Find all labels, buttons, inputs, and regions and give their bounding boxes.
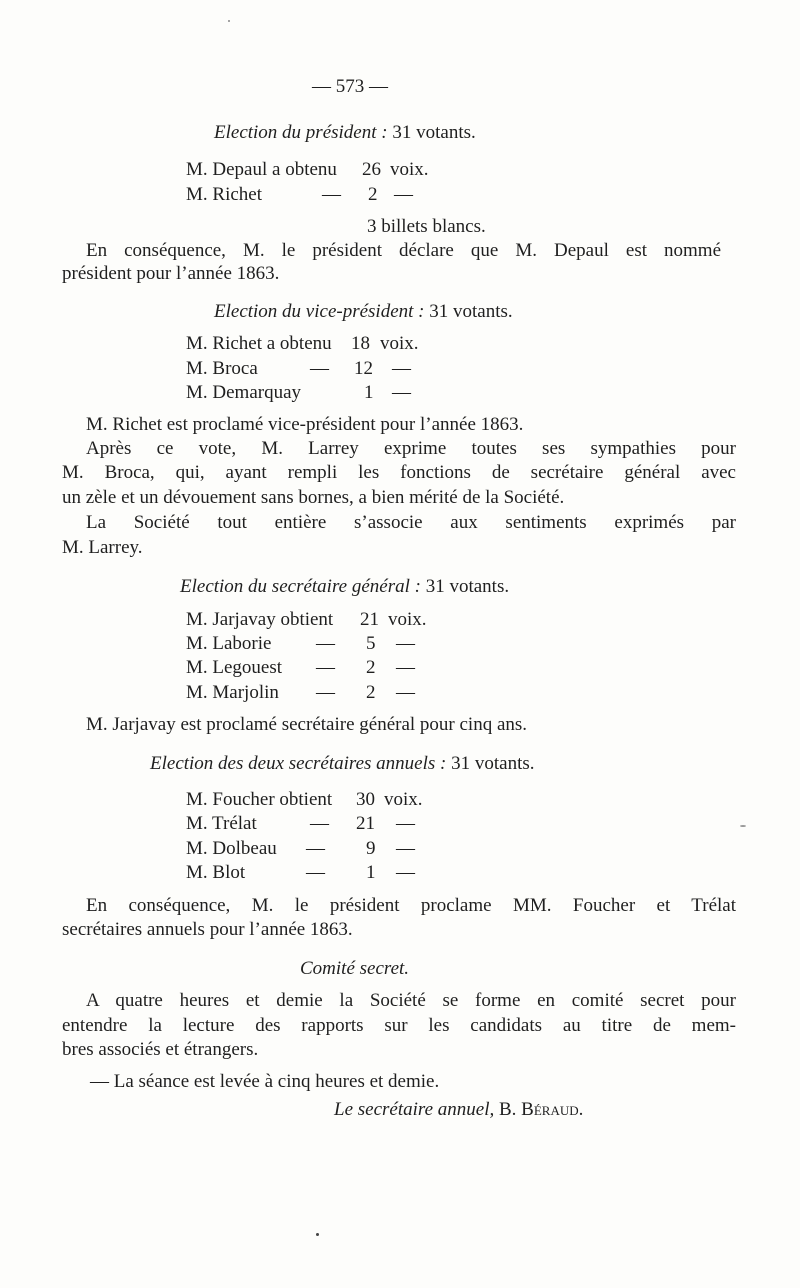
heading-label: Election des deux secrétaires annuels : xyxy=(150,753,447,774)
heading-votes: 31 votants. xyxy=(392,122,476,143)
ink-speck xyxy=(316,1233,319,1236)
ink-speck xyxy=(740,825,746,827)
vote-row: M. Blot xyxy=(186,862,246,883)
vote-count: 5 xyxy=(366,633,376,654)
text-line: En conséquence, M. le président proclame MM. Foucher et Trélat xyxy=(86,895,736,916)
text-line: M. Richet est proclamé vice-président pour l’année 1863. xyxy=(86,414,524,435)
ink-speck xyxy=(228,20,230,22)
page-number: — 573 — xyxy=(312,76,388,97)
vote-unit: voix. xyxy=(384,789,423,810)
heading-vice xyxy=(214,301,513,323)
vote-dash: — xyxy=(316,633,335,654)
text-line: La Société tout entière s’associe aux sentiments exprimés par xyxy=(86,512,736,533)
heading-president xyxy=(214,122,476,144)
vote-dash: — xyxy=(316,682,335,703)
vote-row: M. Jarjavay obtient xyxy=(186,609,334,630)
vote-dash: — xyxy=(310,358,329,379)
vote-count: 2 xyxy=(366,682,376,703)
vote-count: 2 xyxy=(368,184,378,205)
heading-secretary xyxy=(180,576,509,598)
vote-count: 2 xyxy=(366,657,376,678)
vote-count: 26 xyxy=(362,159,381,180)
vote-count: 30 xyxy=(356,789,375,810)
vote-row: M. Demarquay xyxy=(186,382,302,403)
text-line: secrétaires annuels pour l’année 1863. xyxy=(62,919,353,940)
vote-count: 21 xyxy=(360,609,379,630)
vote-tail: — xyxy=(396,838,415,859)
vote-row: M. Foucher obtient xyxy=(186,789,333,810)
text-line: bres associés et étrangers. xyxy=(62,1039,259,1060)
vote-count: 12 xyxy=(354,358,373,379)
vote-dash: — xyxy=(310,813,329,834)
text-line: A quatre heures et demie la Société se forme en comité secret pour xyxy=(86,990,736,1011)
vote-count: 9 xyxy=(366,838,376,859)
heading-comite: Comité secret. xyxy=(300,958,410,979)
text-line: entendre la lecture des rapports sur les candidats au titre de mem- xyxy=(62,1015,736,1036)
text-line: M. Jarjavay est proclamé secrétaire général pour cinq ans. xyxy=(86,714,528,735)
heading-votes: 31 votants. xyxy=(451,753,535,774)
signature-role: Le secrétaire annuel, xyxy=(334,1099,495,1120)
vote-dash: — xyxy=(316,657,335,678)
vote-row: M. Marjolin xyxy=(186,682,279,703)
vote-tail: — xyxy=(394,184,413,205)
vote-row: M. Trélat xyxy=(186,813,257,834)
closing-line: — La séance est levée à cinq heures et demie. xyxy=(90,1071,440,1092)
vote-tail: — xyxy=(396,633,415,654)
vote-tail: — xyxy=(396,657,415,678)
vote-dash: — xyxy=(306,862,325,883)
vote-count: 1 xyxy=(364,382,374,403)
vote-row: M. Richet a obtenu xyxy=(186,333,332,354)
vote-row: M. Laborie xyxy=(186,633,272,654)
heading-label: Election du vice-président : xyxy=(214,301,425,322)
text-line: président pour l’année 1863. xyxy=(62,263,280,284)
vote-dash: — xyxy=(322,184,341,205)
text-line: M. Broca, qui, ayant rempli les fonctions de secrétaire général avec xyxy=(62,462,736,483)
signature-name: B. Béraud. xyxy=(498,1099,584,1120)
vote-unit: voix. xyxy=(388,609,427,630)
vote-row: M. Legouest xyxy=(186,657,283,678)
vote-tail: — xyxy=(392,382,411,403)
vote-row: M. Depaul a obtenu xyxy=(186,159,337,180)
vote-row: M. Dolbeau xyxy=(186,838,277,859)
heading-votes: 31 votants. xyxy=(425,576,510,597)
vote-count: 18 xyxy=(351,333,370,354)
signature xyxy=(334,1099,583,1121)
heading-label: Election du secrétaire général : xyxy=(180,576,421,597)
vote-tail: — xyxy=(396,682,415,703)
heading-annual xyxy=(150,753,535,775)
text-line: un zèle et un dévouement sans bornes, a bien mérité de la Société. xyxy=(62,487,565,508)
blank-ballots: 3 billets blancs. xyxy=(367,216,486,237)
text-line: Après ce vote, M. Larrey exprime toutes ses sympathies pour xyxy=(86,438,736,459)
heading-label: Election du président : xyxy=(214,122,388,143)
vote-count: 21 xyxy=(356,813,375,834)
vote-count: 1 xyxy=(366,862,376,883)
vote-tail: — xyxy=(396,813,415,834)
text-line: En conséquence, M. le président déclare que M. Depaul est nommé xyxy=(86,240,721,261)
vote-dash: — xyxy=(306,838,325,859)
vote-tail: — xyxy=(396,862,415,883)
vote-row: M. Richet xyxy=(186,184,262,205)
vote-unit: voix. xyxy=(390,159,429,180)
vote-tail: — xyxy=(392,358,411,379)
vote-row: M. Broca xyxy=(186,358,258,379)
text-line: M. Larrey. xyxy=(62,537,143,558)
heading-votes: 31 votants. xyxy=(429,301,513,322)
vote-unit: voix. xyxy=(380,333,419,354)
